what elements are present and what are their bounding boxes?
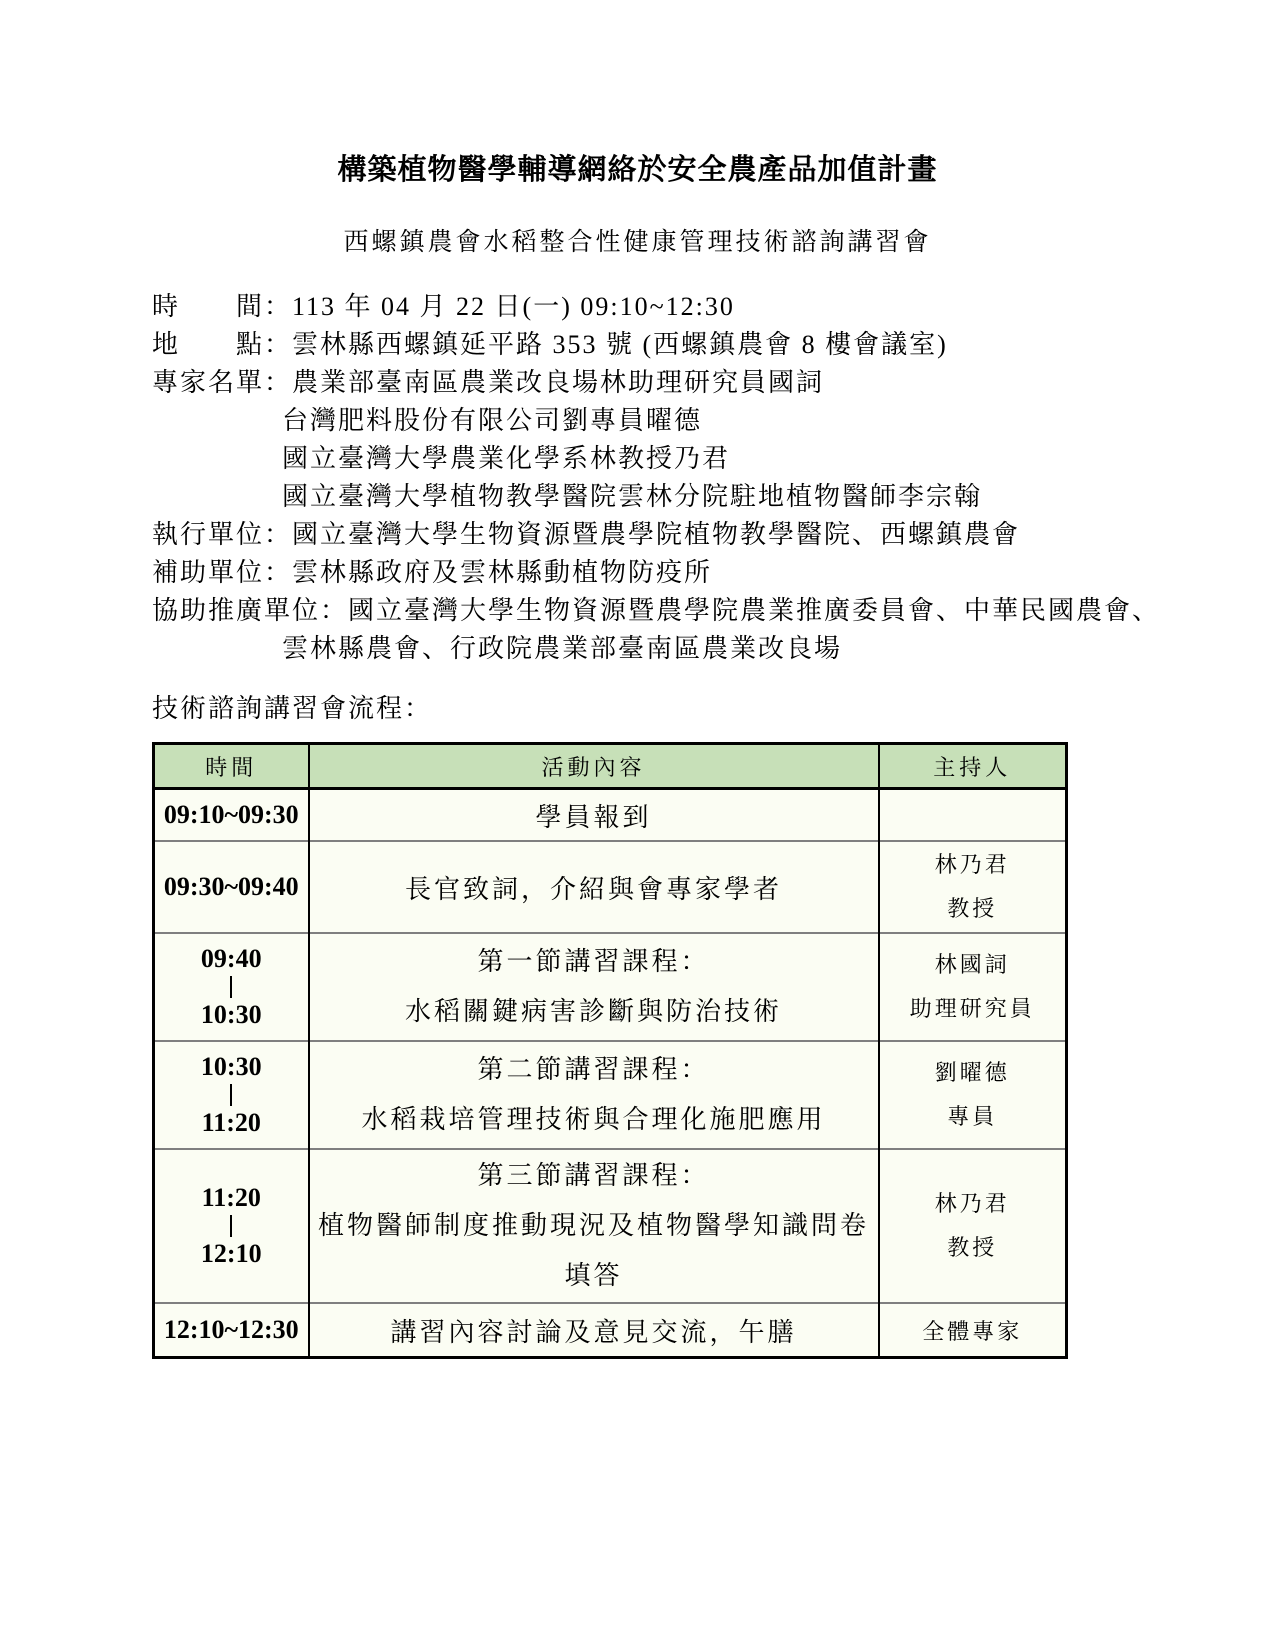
info-line-experts <box>152 364 1255 402</box>
info-line-experts-cont-1 <box>152 402 1255 440</box>
host-title: 教授 <box>947 1235 998 1260</box>
table-row <box>154 841 1067 933</box>
activity-desc: 植物醫師制度推動現況及植物醫學知識問卷填答 <box>317 1211 869 1290</box>
table-row <box>154 1149 1067 1303</box>
host-name: 林乃君 <box>934 852 1010 877</box>
time-range-bar <box>230 1084 232 1106</box>
column-header-activity: 活動內容 <box>309 744 879 789</box>
info-label: 協助推廣單位： <box>152 596 349 625</box>
info-value: 國立臺灣大學生物資源暨農學院植物教學醫院、西螺鎮農會 <box>292 520 1021 549</box>
table-row <box>154 789 1067 842</box>
info-value: 雲林縣農會、行政院農業部臺南區農業改良場 <box>282 634 843 663</box>
table-row <box>154 1041 1067 1149</box>
info-value: 國立臺灣大學農業化學系林教授乃君 <box>282 444 731 473</box>
host-cell <box>879 789 1067 842</box>
info-value: 農業部臺南區農業改良場林助理研究員國詞 <box>292 368 825 397</box>
host-cell <box>879 933 1067 1041</box>
activity-desc: 水稻關鍵病害診斷與防治技術 <box>404 997 782 1026</box>
time-end: 10:30 <box>200 1000 262 1029</box>
host-name: 林乃君 <box>934 1191 1010 1216</box>
info-label: 執行單位： <box>152 520 293 549</box>
host-title: 教授 <box>947 896 998 921</box>
activity-cell <box>309 1149 879 1303</box>
info-value: 雲林縣政府及雲林縣動植物防疫所 <box>292 558 713 587</box>
document-title: 構築植物醫學輔導網絡於安全農產品加值計畫 <box>337 154 938 186</box>
time-end: 11:20 <box>201 1108 261 1137</box>
info-block <box>152 288 1255 668</box>
document-subtitle: 西螺鎮農會水稻整合性健康管理技術諮詢講習會 <box>343 229 932 256</box>
table-header-row <box>154 744 1067 789</box>
activity-title: 第三節講習課程： <box>477 1161 710 1190</box>
info-label: 專家名單： <box>152 368 293 397</box>
activity-desc: 水稻栽培管理技術與合理化施肥應用 <box>361 1105 826 1134</box>
time-range-bar <box>230 1215 232 1237</box>
column-header-host: 主持人 <box>879 744 1067 789</box>
time-start: 10:30 <box>200 1052 262 1081</box>
time-cell <box>154 1041 309 1149</box>
time-cell: 09:30~09:40 <box>154 841 309 933</box>
host-name: 劉曜德 <box>934 1060 1010 1085</box>
info-line-experts-cont-3 <box>152 478 1255 516</box>
activity-cell: 長官致詞，介紹與會專家學者 <box>309 841 879 933</box>
info-value: 國立臺灣大學生物資源暨農學院農業推廣委員會、中華民國農會、 <box>348 596 1161 625</box>
info-label: 地 點： <box>152 330 293 359</box>
info-line-promotion-unit <box>152 592 1255 630</box>
table-row <box>154 933 1067 1041</box>
activity-cell <box>309 1041 879 1149</box>
info-value: 台灣肥料股份有限公司劉專員曜德 <box>282 406 703 435</box>
host-title: 專員 <box>947 1104 998 1129</box>
host-cell <box>879 1149 1067 1303</box>
info-line-time <box>152 288 1255 326</box>
time-cell: 12:10~12:30 <box>154 1303 309 1358</box>
column-header-time: 時間 <box>154 744 309 789</box>
time-start: 09:40 <box>200 944 262 973</box>
info-label: 時 間： <box>152 292 293 321</box>
schedule-heading: 技術諮詢講習會流程： <box>152 694 433 723</box>
info-line-executing-unit <box>152 516 1255 554</box>
info-line-location <box>152 326 1255 364</box>
activity-title: 第一節講習課程： <box>477 947 710 976</box>
host-cell <box>879 1041 1067 1149</box>
activity-cell <box>309 933 879 1041</box>
info-value: 雲林縣西螺鎮延平路 353 號 (西螺鎮農會 8 樓會議室) <box>292 330 948 359</box>
info-line-subsidy-unit <box>152 554 1255 592</box>
info-label: 補助單位： <box>152 558 293 587</box>
schedule-table <box>152 742 1068 1359</box>
info-line-promotion-unit-cont-1 <box>152 630 1255 668</box>
activity-cell: 學員報到 <box>309 789 879 842</box>
time-cell <box>154 1149 309 1303</box>
host-cell: 全體專家 <box>879 1303 1067 1358</box>
time-cell <box>154 933 309 1041</box>
host-name: 林國詞 <box>934 952 1010 977</box>
host-cell <box>879 841 1067 933</box>
time-range-bar <box>230 976 232 998</box>
info-value: 國立臺灣大學植物教學醫院雲林分院駐地植物醫師李宗翰 <box>282 482 983 511</box>
time-start: 11:20 <box>201 1183 261 1212</box>
activity-title: 第二節講習課程： <box>477 1055 710 1084</box>
time-end: 12:10 <box>200 1239 262 1268</box>
info-value: 113 年 04 月 22 日(一) 09:10~12:30 <box>292 292 735 321</box>
host-title: 助理研究員 <box>909 996 1035 1021</box>
activity-cell: 講習內容討論及意見交流，午膳 <box>309 1303 879 1358</box>
table-row <box>154 1303 1067 1358</box>
time-cell: 09:10~09:30 <box>154 789 309 842</box>
info-line-experts-cont-2 <box>152 440 1255 478</box>
